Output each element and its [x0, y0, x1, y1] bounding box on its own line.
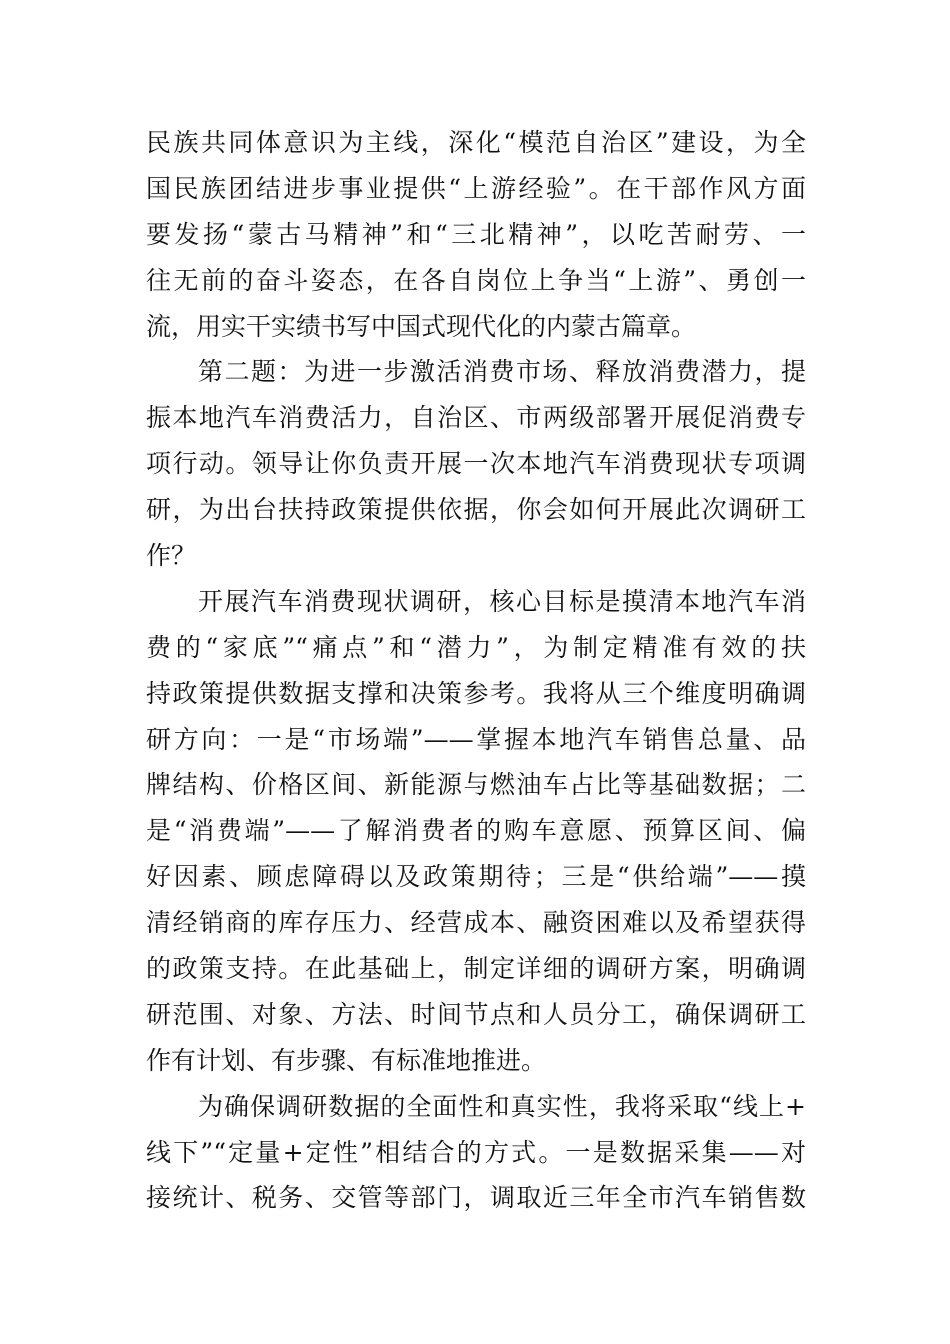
text-line: 的政策支持。在此基础上，制定详细的调研方案，明确调 [146, 954, 806, 984]
text-line: 清经销商的库存压力、经营成本、融资困难以及希望获得 [146, 908, 806, 938]
text-line: 开展汽车消费现状调研，核心目标是摸清本地汽车消 [198, 586, 806, 616]
text-line: 项行动。领导让你负责开展一次本地汽车消费现状专项调 [146, 449, 806, 479]
text-line: 往无前的奋斗姿态，在各自岗位上争当“上游”、勇创一 [146, 265, 806, 295]
text-line: 是“消费端”——了解消费者的购车意愿、预算区间、偏 [146, 816, 806, 846]
text-line: 好因素、顾虑障碍以及政策期待；三是“供给端”——摸 [146, 862, 806, 892]
document-body [146, 120, 806, 1221]
text-line: 线下”“定量+定性”相结合的方式。一是数据采集——对 [146, 1137, 806, 1167]
text-line: 研方向：一是“市场端”——掌握本地汽车销售总量、品 [146, 724, 806, 754]
text-line: 作有计划、有步骤、有标准地推进。 [146, 1045, 547, 1075]
text-line: 研范围、对象、方法、时间节点和人员分工，确保调研工 [146, 999, 806, 1029]
text-line: 研，为出台扶持政策提供依据，你会如何开展此次调研工 [146, 495, 806, 525]
paragraph-2 [146, 349, 806, 578]
paragraph-1 [146, 120, 806, 349]
text-line: 费的“家底”“痛点”和“潜力”，为制定精准有效的扶 [146, 632, 806, 662]
paragraph-4 [146, 1084, 806, 1222]
text-line: 流，用实干实绩书写中国式现代化的内蒙古篇章。 [146, 311, 697, 341]
text-line: 民族共同体意识为主线，深化“模范自治区”建设，为全 [146, 128, 806, 157]
text-line: 接统计、税务、交管等部门，调取近三年全市汽车销售数 [146, 1183, 806, 1213]
text-line: 第二题：为进一步激活消费市场、释放消费潜力，提 [198, 357, 806, 387]
text-line: 为确保调研数据的全面性和真实性，我将采取“线上+ [198, 1091, 806, 1121]
text-line: 振本地汽车消费活力，自治区、市两级部署开展促消费专 [146, 403, 806, 433]
text-line: 持政策提供数据支撑和决策参考。我将从三个维度明确调 [146, 678, 806, 708]
text-line: 要发扬“蒙古马精神”和“三北精神”，以吃苦耐劳、一 [146, 219, 806, 249]
text-line: 牌结构、价格区间、新能源与燃油车占比等基础数据；二 [146, 770, 806, 800]
text-line: 作？ [146, 541, 197, 571]
paragraph-3 [146, 579, 806, 1084]
text-line: 国民族团结进步事业提供“上游经验”。在干部作风方面 [146, 173, 806, 203]
